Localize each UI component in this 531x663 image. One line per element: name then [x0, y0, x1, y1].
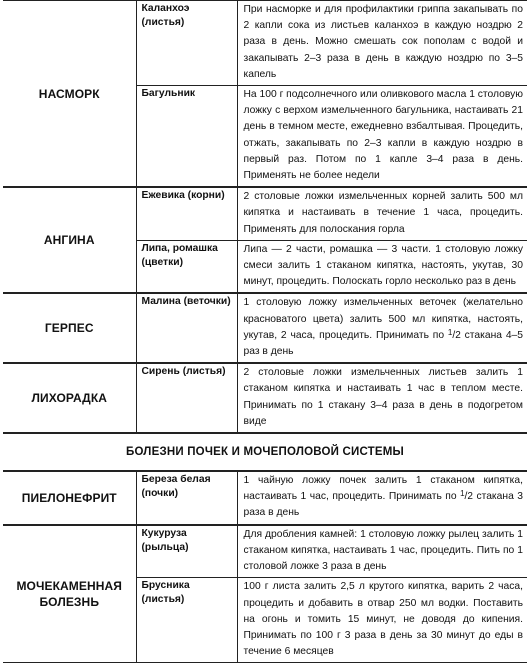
- recipe-text: Для дробления камней: 1 столовую ложку рылец залить 1 стаканом кипятка, настаивать 1 час, процедить. Пить по 1 столовой ложке 3 раза в день: [237, 525, 527, 578]
- recipe-text-part: 1 столовую ложку измельченных веточек (желательно красноватого цвета) залить 500 мл кипятка, настоять, укутав, 2 часа, процедить. Принимать по: [243, 297, 523, 341]
- remedies-table: [3, 0, 527, 663]
- table-row: [3, 363, 527, 433]
- plant-name: Брусника (листья): [136, 578, 237, 663]
- disease-name: АНГИНА: [3, 187, 136, 293]
- recipe-text: При насморке и для профилактики гриппа закапывать по 2 капли сока из листьев каланхоэ в каждую ноздрю 2 раза в день. Можно смешать сок пополам с водой и закапывать 2–3 раза в день в каждую ноздрю по 3–5 капель: [237, 1, 527, 86]
- fraction-numerator: 1: [460, 489, 465, 499]
- recipe-text-part: 1 чайную ложку почек залить 1 стаканом кипятка, настаивать 1 час, процедить. Принимать по: [243, 475, 523, 503]
- recipe-text: 2 столовые ложки измельченных листьев залить 1 стаканом кипятка и настаивать 1 час в теплом месте. Принимать по 1 стакану 3–4 раза в день в подогретом виде: [237, 363, 527, 433]
- recipe-text: 1 столовую ложку измельченных веточек (желательно красноватого цвета) залить 500 мл кипятка, настоять, укутав, 2 часа, процедить. Принимать по $^1$/2 стакана 4–5 раз в день: [237, 293, 527, 363]
- fraction-denominator: 2: [455, 329, 461, 341]
- recipe-text: Липа — 2 части, ромашка — 3 части. 1 столовую ложку смеси залить 1 стаканом кипятка, настоять, укутав, 30 минут, процедить. Полоскать горло несколько раз в день: [237, 240, 527, 293]
- table-row: [3, 293, 527, 363]
- table-row: [3, 471, 527, 525]
- disease-name: МОЧЕКАМЕННАЯ БОЛЕЗНЬ: [3, 525, 136, 663]
- recipe-text: 1 чайную ложку почек залить 1 стаканом кипятка, настаивать 1 час, процедить. Принимать по $^1$/2 стакана 3 раза в день: [237, 471, 527, 525]
- section-title: БОЛЕЗНИ ПОЧЕК И МОЧЕПОЛОВОЙ СИСТЕМЫ: [3, 433, 527, 471]
- fraction-denominator: 2: [467, 491, 473, 503]
- fraction-numerator: 1: [447, 327, 453, 337]
- recipe-text-part: стакана 3 раза в день: [243, 491, 523, 519]
- disease-name: ПИЕЛОНЕФРИТ: [3, 471, 136, 525]
- plant-name: Каланхоэ (листья): [136, 1, 237, 86]
- table-row: [3, 525, 527, 578]
- disease-name: НАСМОРК: [3, 1, 136, 188]
- disease-name: ЛИХОРАДКА: [3, 363, 136, 433]
- recipe-text: 2 столовые ложки измельченных корней залить 500 мл кипятка и настаивать в течение 1 часа, процедить. Применять для полоскания горла: [237, 187, 527, 240]
- plant-name: Сирень (листья): [136, 363, 237, 433]
- plant-name: Ежевика (корни): [136, 187, 237, 240]
- plant-name: Малина (веточки): [136, 293, 237, 363]
- table-row: [3, 1, 527, 86]
- plant-name: Липа, ромашка (цветки): [136, 240, 237, 293]
- recipe-text-part: стакана 4–5 раз в день: [243, 329, 524, 358]
- recipe-text: 100 г листа залить 2,5 л крутого кипятка, варить 2 часа, процедить и добавить в отвар 250 мл водки. Поставить на огонь и томить 15 минут, не доводя до кипения. Принимать по 100 г 3 раза в день за 30 минут до еды в течение 6 месяцев: [237, 578, 527, 663]
- disease-name: ГЕРПЕС: [3, 293, 136, 363]
- plant-name: Кукуруза (рыльца): [136, 525, 237, 578]
- section-row: [3, 433, 527, 471]
- plant-name: Багульник: [136, 86, 237, 188]
- recipe-text: На 100 г подсолнечного или оливкового масла 1 столовую ложку с верхом измельченного багульника, настаивать 21 день в темном месте, ежедневно взбалтывая. Процедить, отжать, закапывать по 2–3 капли в каждую ноздрю в первый раз. Потом по 1 капле 3–4 раза в день. Применять не более недели: [237, 86, 527, 188]
- plant-name: Береза белая (почки): [136, 471, 237, 525]
- table-row: [3, 187, 527, 240]
